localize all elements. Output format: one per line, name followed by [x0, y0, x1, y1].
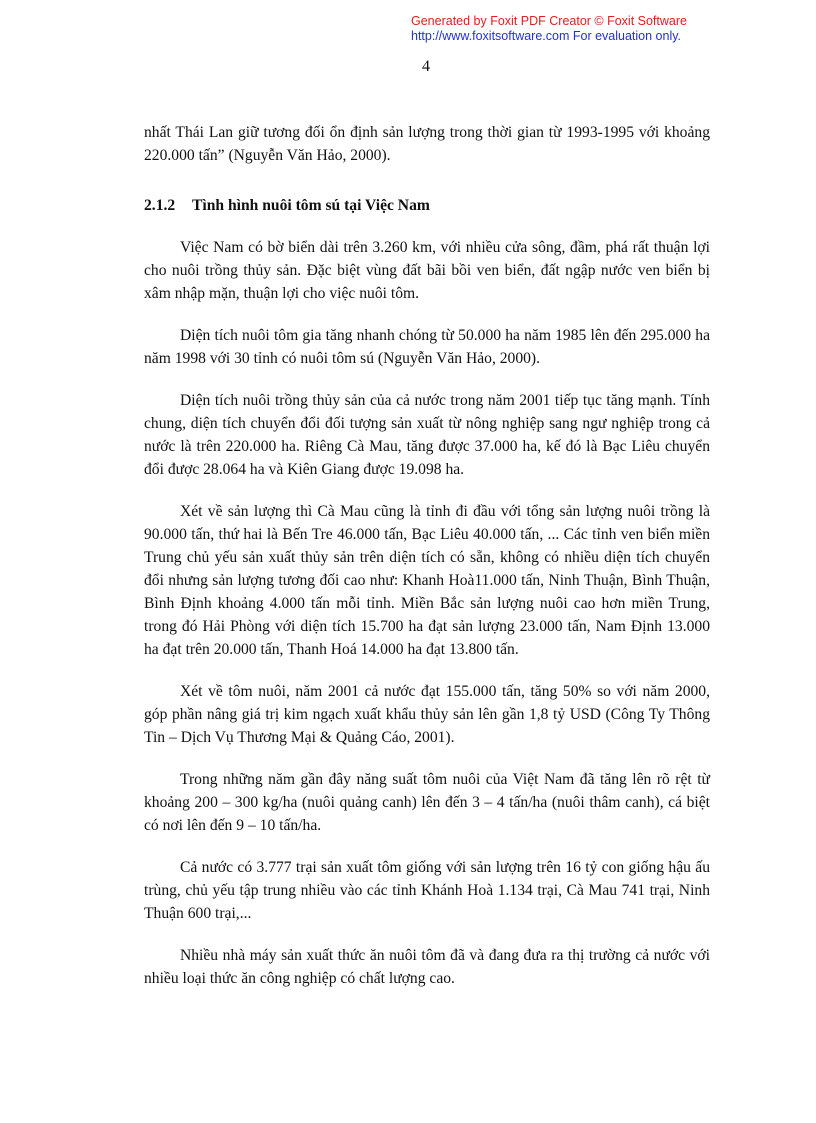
- watermark-line-1: Generated by Foxit PDF Creator © Foxit Software: [411, 14, 687, 28]
- page-number: 4: [422, 58, 430, 75]
- paragraph-area-growth: Diện tích nuôi tôm gia tăng nhanh chóng từ 50.000 ha năm 1985 lên đến 295.000 ha năm 1998 với 30 tỉnh có nuôi tôm sú (Nguyễn Văn Hảo, 2000).: [144, 327, 710, 367]
- paragraph-feed-factories: Nhiều nhà máy sản xuất thức ăn nuôi tôm đã và đang đưa ra thị trường cả nước với nhiều loại thức ăn công nghiệp có chất lượng cao.: [144, 947, 710, 987]
- section-title: Tình hình nuôi tôm sú tại Việc Nam: [192, 197, 430, 214]
- paragraph-continuation: nhất Thái Lan giữ tương đối ổn định sản lượng trong thời gian từ 1993-1995 với khoảng 220.000 tấn” (Nguyễn Văn Hảo, 2000).: [144, 124, 710, 164]
- document-body: [144, 121, 710, 1009]
- paragraph-shrimp-2001: Xét về tôm nuôi, năm 2001 cả nước đạt 155.000 tấn, tăng 50% so với năm 2000, góp phần nâng giá trị kim ngạch xuất khẩu thủy sản lên gần 1,8 tỷ USD (Công Ty Thông Tin – Dịch Vụ Thương Mại & Quảng Cáo, 2001).: [144, 683, 710, 746]
- paragraph-productivity: Trong những năm gần đây năng suất tôm nuôi của Việt Nam đã tăng lên rõ rệt từ khoảng 200 – 300 kg/ha (nuôi quảng canh) lên đến 3 – 4 tấn/ha (nuôi thâm canh), cá biệt có nơi lên đến 9 – 10 tấn/ha.: [144, 771, 710, 834]
- paragraph-coastline: Việc Nam có bờ biển dài trên 3.260 km, với nhiều cửa sông, đầm, phá rất thuận lợi cho nuôi trồng thủy sản. Đặc biệt vùng đất bãi bồi ven biển, đất ngập nước ven biển bị xâm nhập mặn, thuận lợi cho việc nuôi tôm.: [144, 239, 710, 302]
- watermark-line-2: http://www.foxitsoftware.com For evaluation only.: [411, 29, 682, 43]
- section-heading: [144, 194, 710, 217]
- section-number: 2.1.2: [144, 197, 176, 214]
- foxit-watermark: [411, 14, 687, 44]
- paragraph-production-output: Xét về sản lượng thì Cà Mau cũng là tỉnh đi đầu với tổng sản lượng nuôi trồng là 90.000 tấn, thứ hai là Bến Tre 46.000 tấn, Bạc Liêu 40.000 tấn, ... Các tỉnh ven biển miền Trung chủ yếu sản xuất thủy sản trên diện tích có sẵn, không có nhiều diện tích chuyển đổi nhưng sản lượng tương đối cao như: Khanh Hoà11.000 tấn, Ninh Thuận, Bình Thuận, Bình Định khoảng 4.000 tấn mỗi tỉnh. Miền Bắc sản lượng nuôi cao hơn miền Trung, trong đó Hải Phòng với diện tích 15.700 ha đạt sản lượng 23.000 tấn, Nam Định 13.000 ha đạt trên 20.000 tấn, Thanh Hoá 14.000 ha đạt 13.800 tấn.: [144, 503, 710, 658]
- paragraph-hatcheries: Cả nước có 3.777 trại sản xuất tôm giống với sản lượng trên 16 tỷ con giống hậu ấu trùng, chủ yếu tập trung nhiều vào các tỉnh Khánh Hoà 1.134 trại, Cà Mau 741 trại, Ninh Thuận 600 trại,...: [144, 859, 710, 922]
- paragraph-aquaculture-area-2001: Diện tích nuôi trồng thủy sản của cả nước trong năm 2001 tiếp tục tăng mạnh. Tính chung, diện tích chuyển đổi đối tượng sản xuất từ nông nghiệp sang ngư nghiệp trong cả nước là trên 220.000 ha. Riêng Cà Mau, tăng được 37.000 ha, kế đó là Bạc Liêu chuyển đổi được 28.064 ha và Kiên Giang được 19.098 ha.: [144, 392, 710, 478]
